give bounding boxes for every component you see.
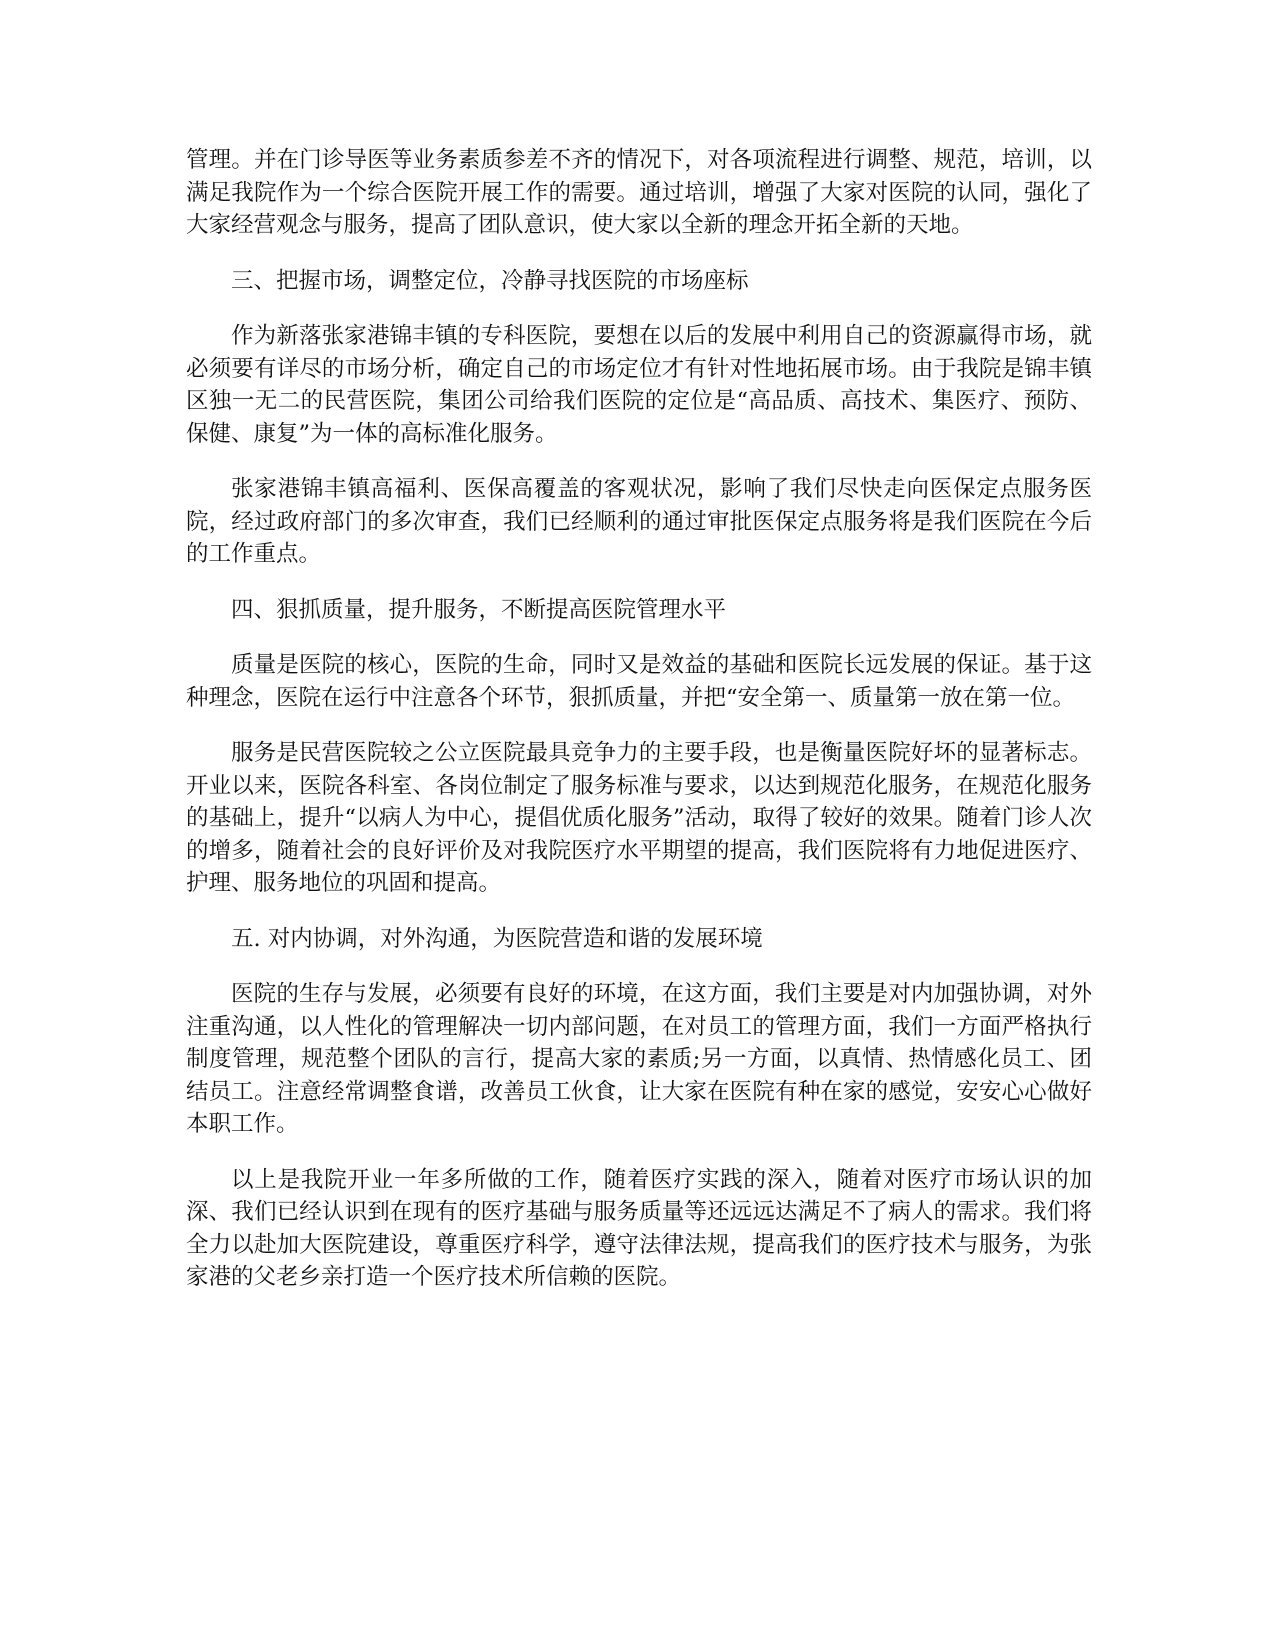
section-heading-3: 三、把握市场，调整定位，冷静寻找医院的市场座标 [231, 267, 749, 294]
paragraph-market-positioning: 作为新落张家港锦丰镇的专科医院，要想在以后的发展中利用自己的资源赢得市场，就必须要有详尽的市场分析，确定自己的市场定位才有针对性地拓展市场。由于我院是锦丰镇区独一无二的民营医院，集团公司给我们医院的定位是“高品质、高技术、集医疗、预防、保健、康复”为一体的高标准化服务。 [186, 323, 1092, 447]
paragraph-continuation: 管理。并在门诊导医等业务素质参差不齐的情况下，对各项流程进行调整、规范，培训，以满足我院作为一个综合医院开展工作的需要。通过培训，增强了大家对医院的认同，强化了大家经营观念与服务，提高了团队意识，使大家以全新的理念开拓全新的天地。 [186, 147, 1092, 238]
paragraph-service: 服务是民营医院较之公立医院最具竞争力的主要手段，也是衡量医院好坏的显著标志。开业以来，医院各科室、各岗位制定了服务标准与要求，以达到规范化服务，在规范化服务的基础上，提升“以病人为中心，提倡优质化服务”活动，取得了较好的效果。随着门诊人次的增多，随着社会的良好评价及对我院医疗水平期望的提高，我们医院将有力地促进医疗、护理、服务地位的巩固和提高。 [186, 740, 1092, 896]
section-heading-5: 五. 对内协调，对外沟通，为医院营造和谐的发展环境 [231, 925, 763, 952]
paragraph-environment: 医院的生存与发展，必须要有良好的环境，在这方面，我们主要是对内加强协调，对外注重沟通，以人性化的管理解决一切内部问题，在对员工的管理方面，我们一方面严格执行制度管理，规范整个团队的言行，提高大家的素质;另一方面，以真情、热情感化员工、团结员工。注意经常调整食谱，改善员工伙食，让大家在医院有种在家的感觉，安安心心做好本职工作。 [186, 981, 1092, 1137]
document-page [186, 144, 1092, 1317]
paragraph-medical-insurance: 张家港锦丰镇高福利、医保高覆盖的客观状况，影响了我们尽快走向医保定点服务医院，经过政府部门的多次审查，我们已经顺利的通过审批医保定点服务将是我们医院在今后的工作重点。 [186, 476, 1092, 567]
section-heading-4: 四、狠抓质量，提升服务，不断提高医院管理水平 [231, 596, 727, 623]
paragraph-quality: 质量是医院的核心，医院的生命，同时又是效益的基础和医院长远发展的保证。基于这种理念，医院在运行中注意各个环节，狠抓质量，并把“安全第一、质量第一放在第一位。 [186, 652, 1092, 711]
paragraph-conclusion: 以上是我院开业一年多所做的工作，随着医疗实践的深入，随着对医疗市场认识的加深、我们已经认识到在现有的医疗基础与服务质量等还远远达满足不了病人的需求。我们将全力以赴加大医院建设，尊重医疗科学，遵守法律法规，提高我们的医疗技术与服务，为张家港的父老乡亲打造一个医疗技术所信赖的医院。 [186, 1166, 1092, 1290]
